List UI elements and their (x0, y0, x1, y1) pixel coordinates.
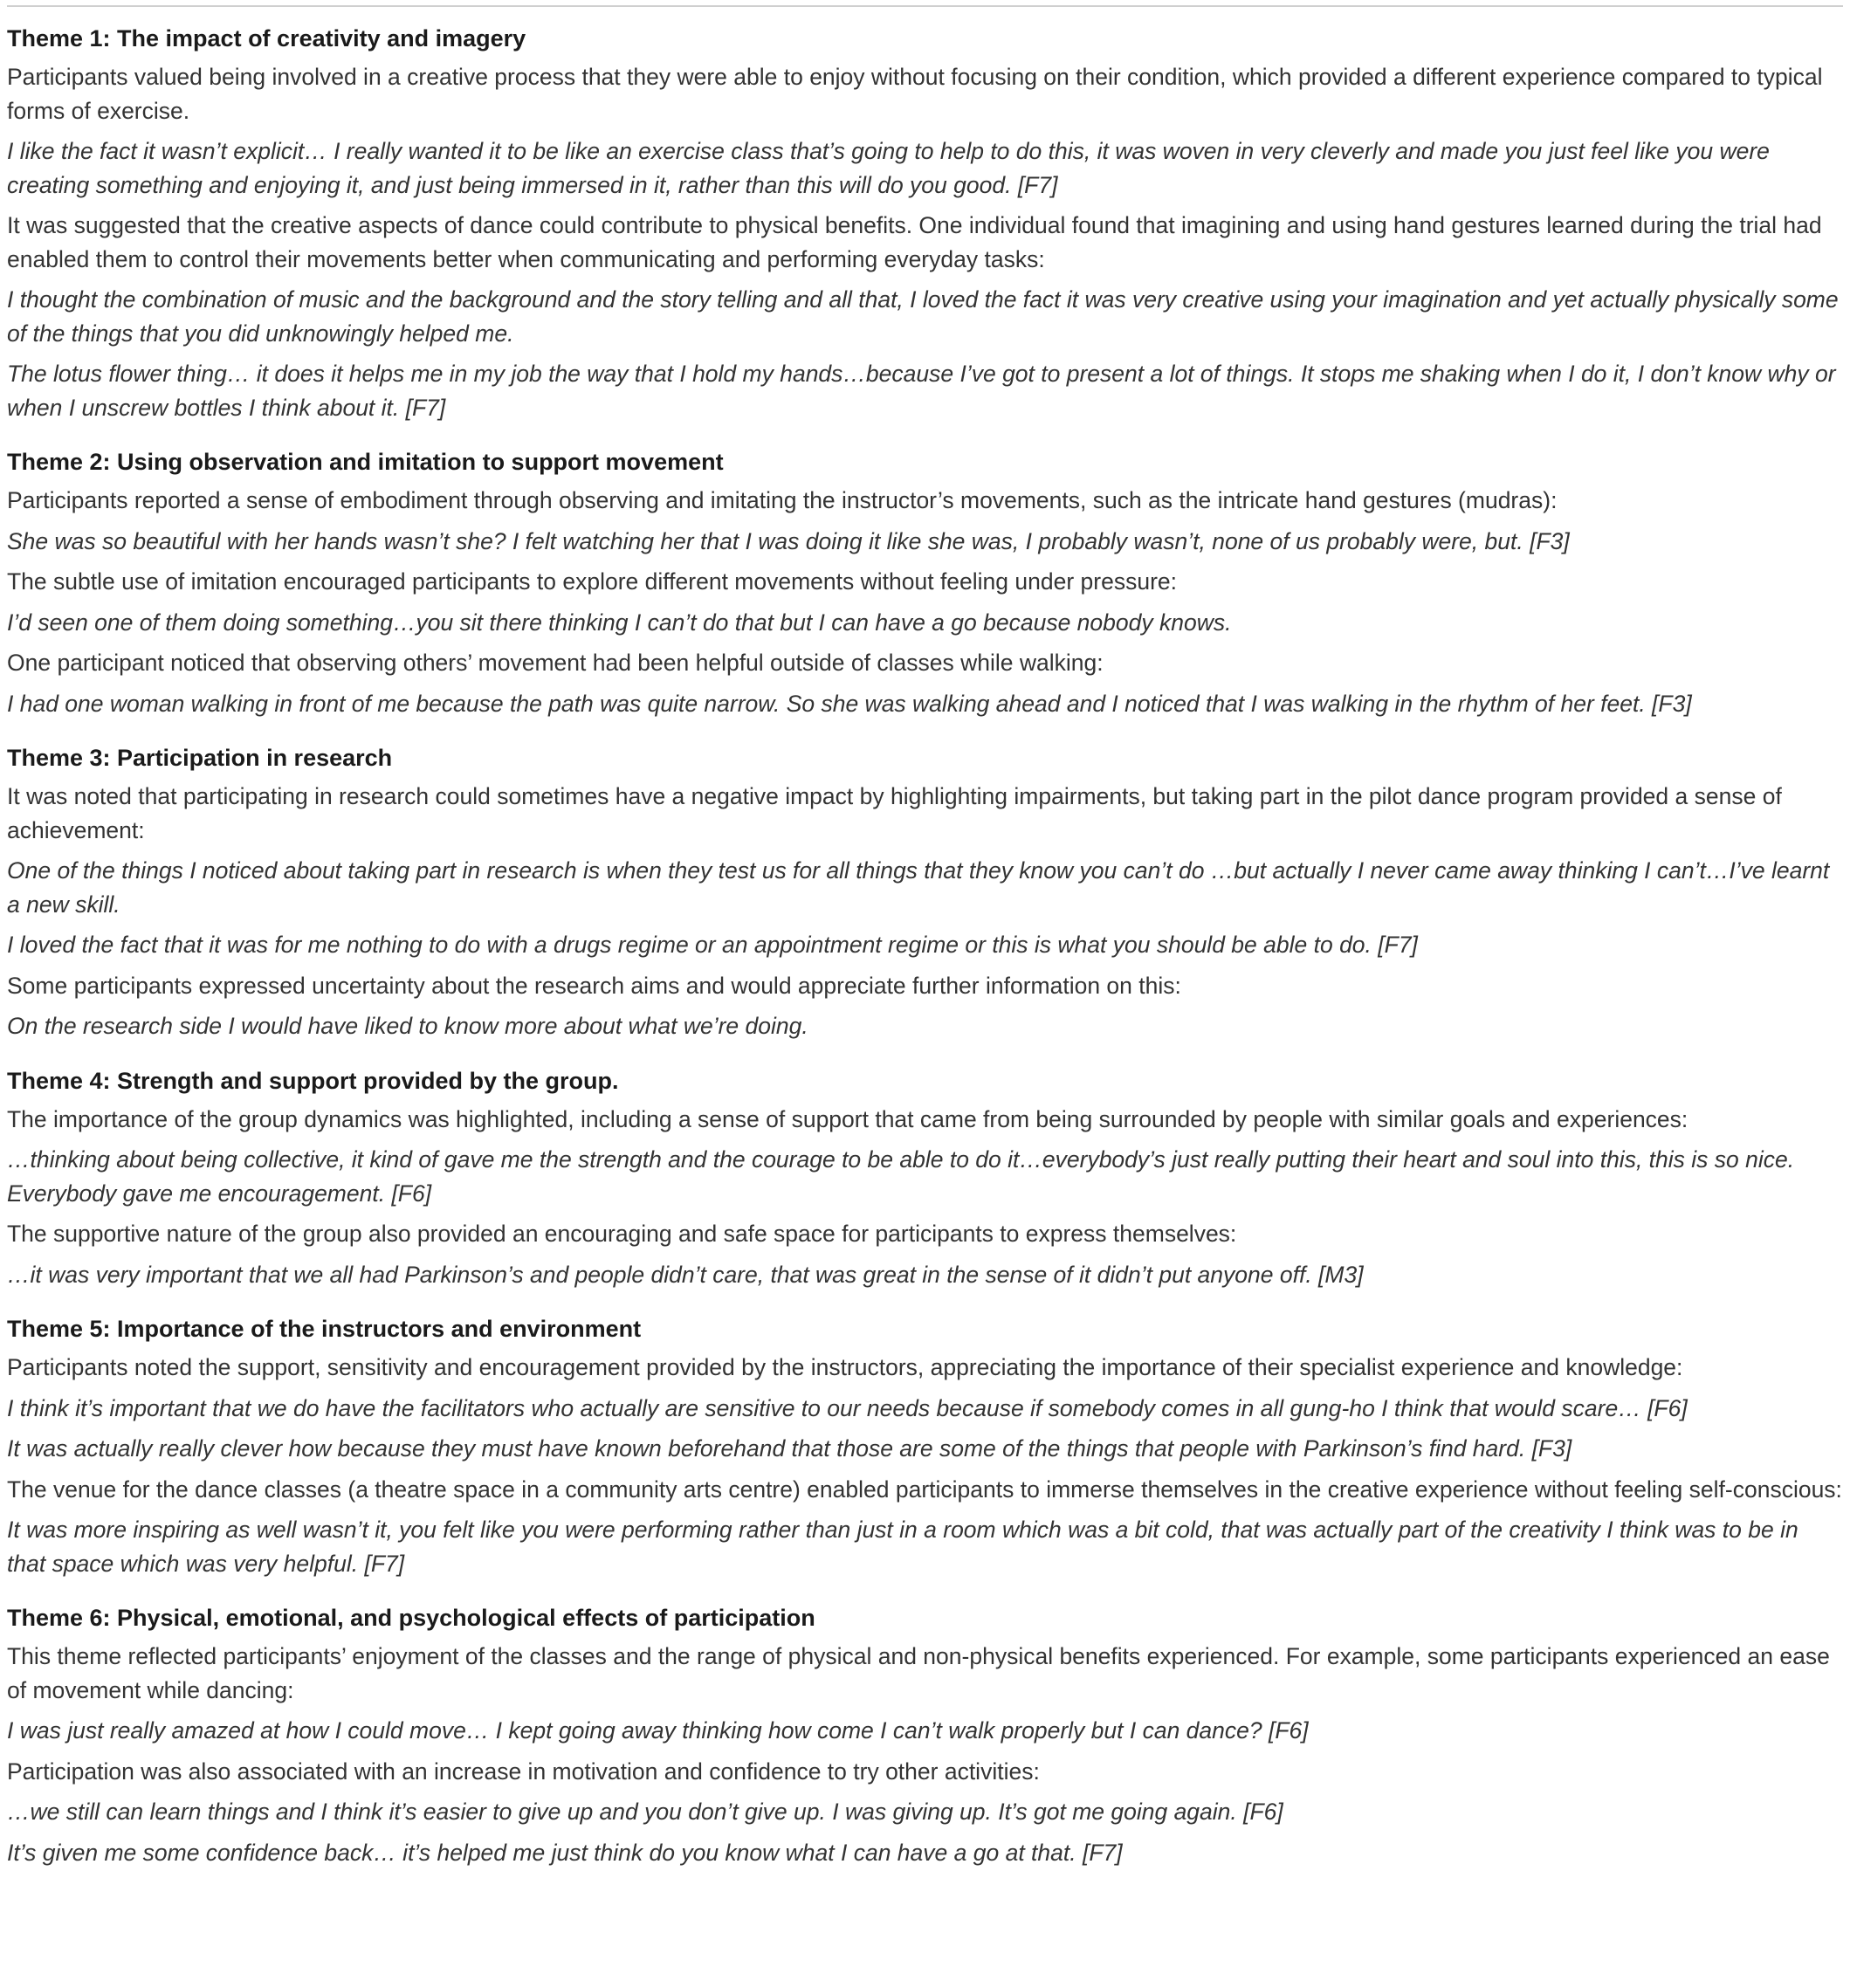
participant-quote: The lotus flower thing… it does it helps me in my job the way that I hold my hands…because I’ve got to present a lot of things. It stops me shaking when I do it, I don’t know why or when I unscrew bottles I think about it. [F7] (7, 361, 1836, 421)
theme-description: Participants reported a sense of embodiment through observing and imitating the instructor’s movements, such as the intricate hand gestures (mudras): (7, 487, 1558, 513)
theme-section-1 (7, 20, 1843, 424)
participant-quote: …it was very important that we all had Parkinson’s and people didn’t care, that was great in the sense of it didn’t put anyone off. [M3] (7, 1261, 1364, 1288)
themes-table (7, 0, 1843, 1881)
participant-quote: It’s given me some confidence back… it’s helped me just think do you know what I can have a go at that. [F7] (7, 1839, 1123, 1866)
theme-description: One participant noticed that observing others’ movement had been helpful outside of classes while walking: (7, 650, 1104, 676)
participant-quote: I loved the fact that it was for me nothing to do with a drugs regime or an appointment regime or this is what you should be able to do. [F7] (7, 932, 1418, 958)
participant-quote: One of the things I noticed about taking part in research is when they test us for all things that they know you can’t do …but actually I never came away thinking I can’t…I’ve learnt a new skill. (7, 857, 1830, 918)
theme-title: Theme 2: Using observation and imitation to support movement (7, 449, 724, 475)
themes-list (7, 20, 1843, 1869)
theme-description: This theme reflected participants’ enjoyment of the classes and the range of physical and non-physical benefits experienced. For example, some participants experienced an ease of movement while dancing: (7, 1643, 1830, 1703)
participant-quote: I had one woman walking in front of me because the path was quite narrow. So she was walking ahead and I noticed that I was walking in the rhythm of her feet. [F3] (7, 690, 1692, 717)
participant-quote: I like the fact it wasn’t explicit… I really wanted it to be like an exercise class that’s going to help to do this, it was woven in very cleverly and made you just feel like you were creating something and enjoying it, and just being immersed in it, rather than this will do you good. [F7] (7, 138, 1770, 198)
theme-description: Participants valued being involved in a creative process that they were able to enjoy without focusing on their condition, which provided a different experience compared to typical forms of exercise. (7, 64, 1823, 124)
participant-quote: …thinking about being collective, it kind of gave me the strength and the courage to be able to do it…everybody’s just really putting their heart and soul into this, this is so nice. Everybody gave me encouragement. [F6] (7, 1146, 1795, 1207)
participant-quote: I’d seen one of them doing something…you sit there thinking I can’t do that but I can have a go because nobody knows. (7, 609, 1232, 636)
theme-section-6 (7, 1592, 1843, 1869)
theme-title: Theme 1: The impact of creativity and imagery (7, 25, 526, 52)
theme-section-2 (7, 437, 1843, 720)
theme-title: Theme 5: Importance of the instructors and environment (7, 1316, 642, 1342)
top-rule (7, 5, 1843, 7)
theme-title: Theme 4: Strength and support provided by the group. (7, 1067, 619, 1094)
theme-description: The subtle use of imitation encouraged participants to explore different movements without feeling under pressure: (7, 568, 1177, 595)
theme-description: It was suggested that the creative aspects of dance could contribute to physical benefits. One individual found that imagining and using hand gestures learned during the trial had enabled them to control their movements better when communicating and performing everyday tasks: (7, 212, 1822, 272)
participant-quote: It was actually really clever how because they must have known beforehand that those are some of the things that people with Parkinson’s find hard. [F3] (7, 1435, 1572, 1462)
participant-quote: …we still can learn things and I think it’s easier to give up and you don’t give up. I was giving up. It’s got me going again. [F6] (7, 1799, 1283, 1825)
participant-quote: She was so beautiful with her hands wasn’t she? I felt watching her that I was doing it like she was, I probably wasn’t, none of us probably were, but. [F3] (7, 527, 1570, 554)
theme-description: The supportive nature of the group also provided an encouraging and safe space for participants to express themselves: (7, 1221, 1237, 1247)
theme-description: The importance of the group dynamics was highlighted, including a sense of support that came from being surrounded by people with similar goals and experiences: (7, 1105, 1688, 1132)
theme-description: The venue for the dance classes (a theatre space in a community arts centre) enabled participants to immerse themselves in the creative experience without feeling self-conscious: (7, 1476, 1842, 1503)
theme-description: Participants noted the support, sensitivity and encouragement provided by the instructors, appreciating the importance of their specialist experience and knowledge: (7, 1354, 1683, 1380)
theme-description: It was noted that participating in research could sometimes have a negative impact by highlighting impairments, but taking part in the pilot dance program provided a sense of achievement: (7, 783, 1782, 843)
participant-quote: It was more inspiring as well wasn’t it, you felt like you were performing rather than just in a room which was a bit cold, that was actually part of the creativity I think was to be in that space which was very helpful. [F7] (7, 1517, 1798, 1577)
theme-section-4 (7, 1056, 1843, 1292)
theme-title: Theme 3: Participation in research (7, 745, 393, 771)
participant-quote: On the research side I would have liked to know more about what we’re doing. (7, 1013, 808, 1039)
theme-description: Some participants expressed uncertainty about the research aims and would appreciate further information on this: (7, 972, 1181, 999)
participant-quote: I was just really amazed at how I could move… I kept going away thinking how come I can’t walk properly but I can dance? [F6] (7, 1717, 1309, 1744)
theme-title: Theme 6: Physical, emotional, and psychological effects of participation (7, 1605, 815, 1631)
theme-description: Participation was also associated with an increase in motivation and confidence to try other activities: (7, 1758, 1040, 1785)
participant-quote: I think it’s important that we do have the facilitators who actually are sensitive to our needs because if somebody comes in all gung-ho I think that would scare… [F6] (7, 1394, 1688, 1421)
theme-section-3 (7, 733, 1843, 1043)
theme-section-5 (7, 1304, 1843, 1580)
participant-quote: I thought the combination of music and the background and the story telling and all that, I loved the fact it was very creative using your imagination and yet actually physically some of the things that you did unknowingly helped me. (7, 286, 1839, 347)
